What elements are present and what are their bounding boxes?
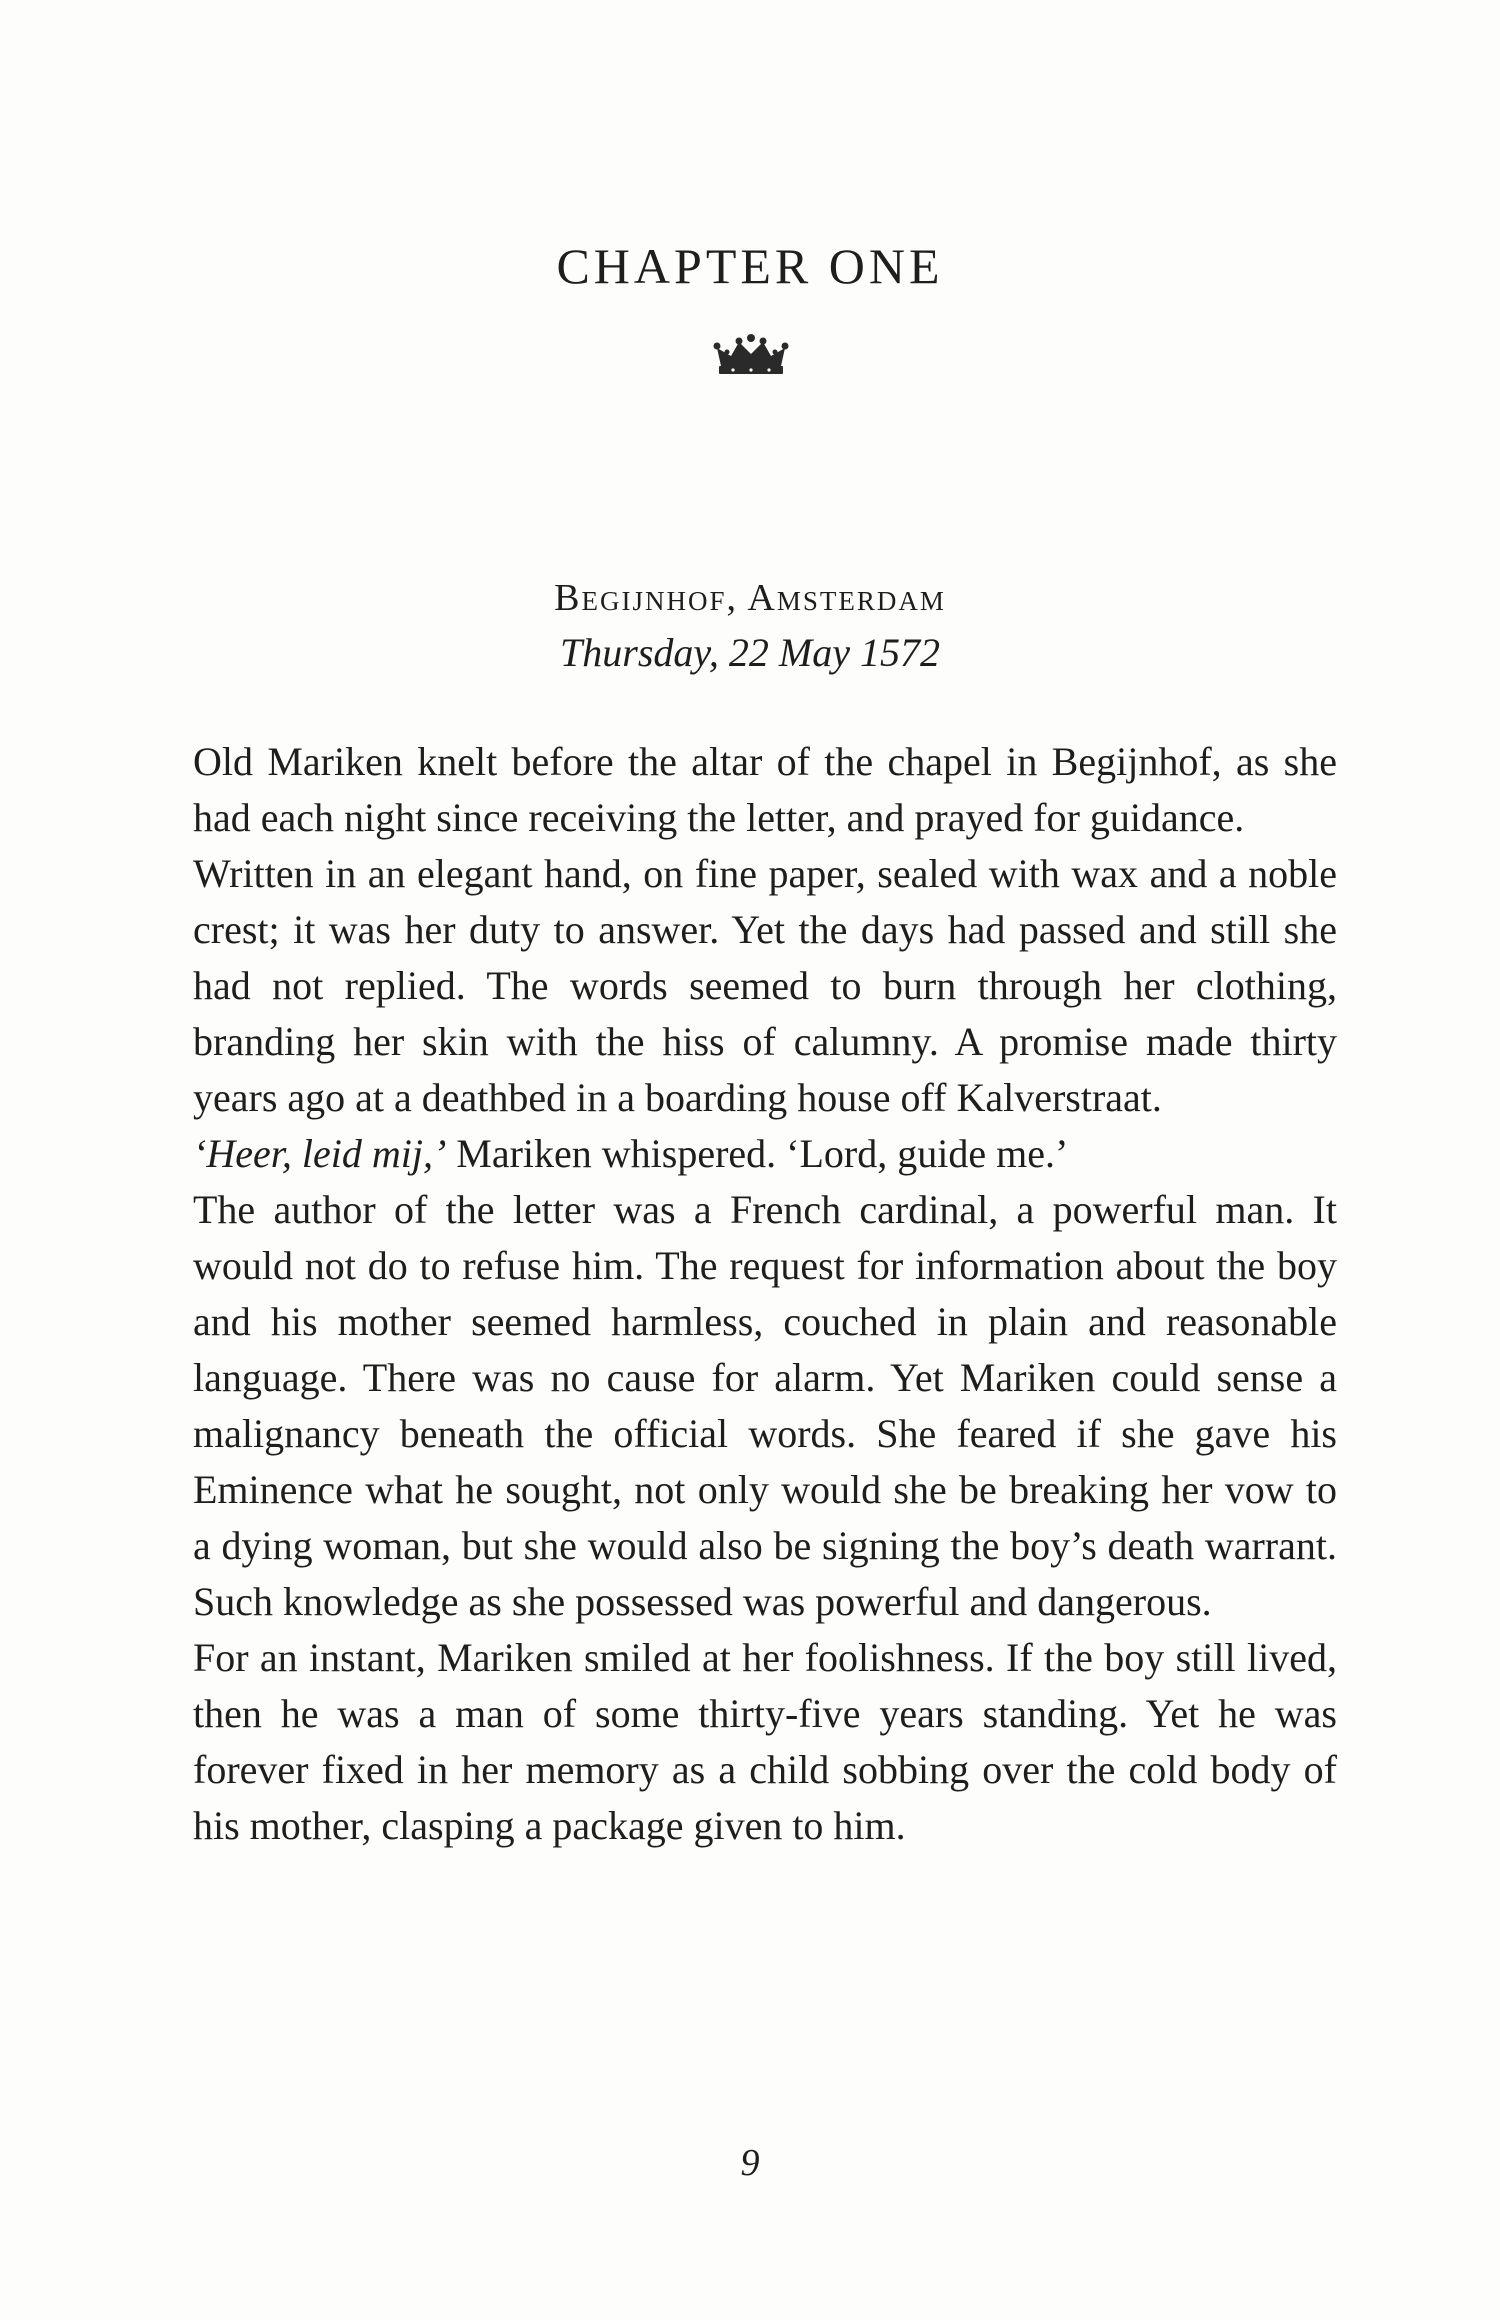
- crown-icon: [713, 334, 789, 376]
- paragraph: For an instant, Mariken smiled at her foolishness. If the boy still lived, then he was a man of some thirty-five years standing. Yet he was forever fixed in her memory as a child sobbing over the cold body of his mother, clasping a package given to him.: [193, 1635, 1337, 1848]
- paragraph: The author of the letter was a French cardinal, a powerful man. It would not do to refuse him. The request for information about the boy and his mother seemed harmless, couched in plain and reasonable language. There was no cause for alarm. Yet Mariken could sense a malignancy beneath the official words. She feared if she gave his Eminence what he sought, not only would she be breaking her vow to a dying woman, but she would also be signing the boy’s death warrant. Such knowledge as she possessed was powerful and dangerous.: [193, 1187, 1337, 1624]
- paragraph: [193, 1126, 1337, 1182]
- paragraph: Old Mariken knelt before the altar of the chapel in Begijnhof, as she had each night since receiving the letter, and prayed for guidance.: [193, 739, 1337, 840]
- body-text: [193, 734, 1337, 1854]
- chapter-heading: CHAPTER ONE: [556, 238, 944, 294]
- paragraph-text: Mariken whispered. ‘Lord, guide me.’: [446, 1131, 1069, 1176]
- date-heading: Thursday, 22 May 1572: [560, 630, 940, 675]
- dutch-phrase: ‘Heer, leid mij,’: [193, 1131, 447, 1176]
- paragraph: Written in an elegant hand, on fine paper, sealed with wax and a noble crest; it was her duty to answer. Yet the days had passed and still she had not replied. The words seemed to burn through her clothing, branding her skin with the hiss of calumny. A promise made thirty years ago at a deathbed in a boarding house off Kalverstraat.: [193, 851, 1337, 1120]
- location-heading: Begijnhof, Amsterdam: [554, 577, 946, 619]
- page-number: 9: [740, 2142, 760, 2184]
